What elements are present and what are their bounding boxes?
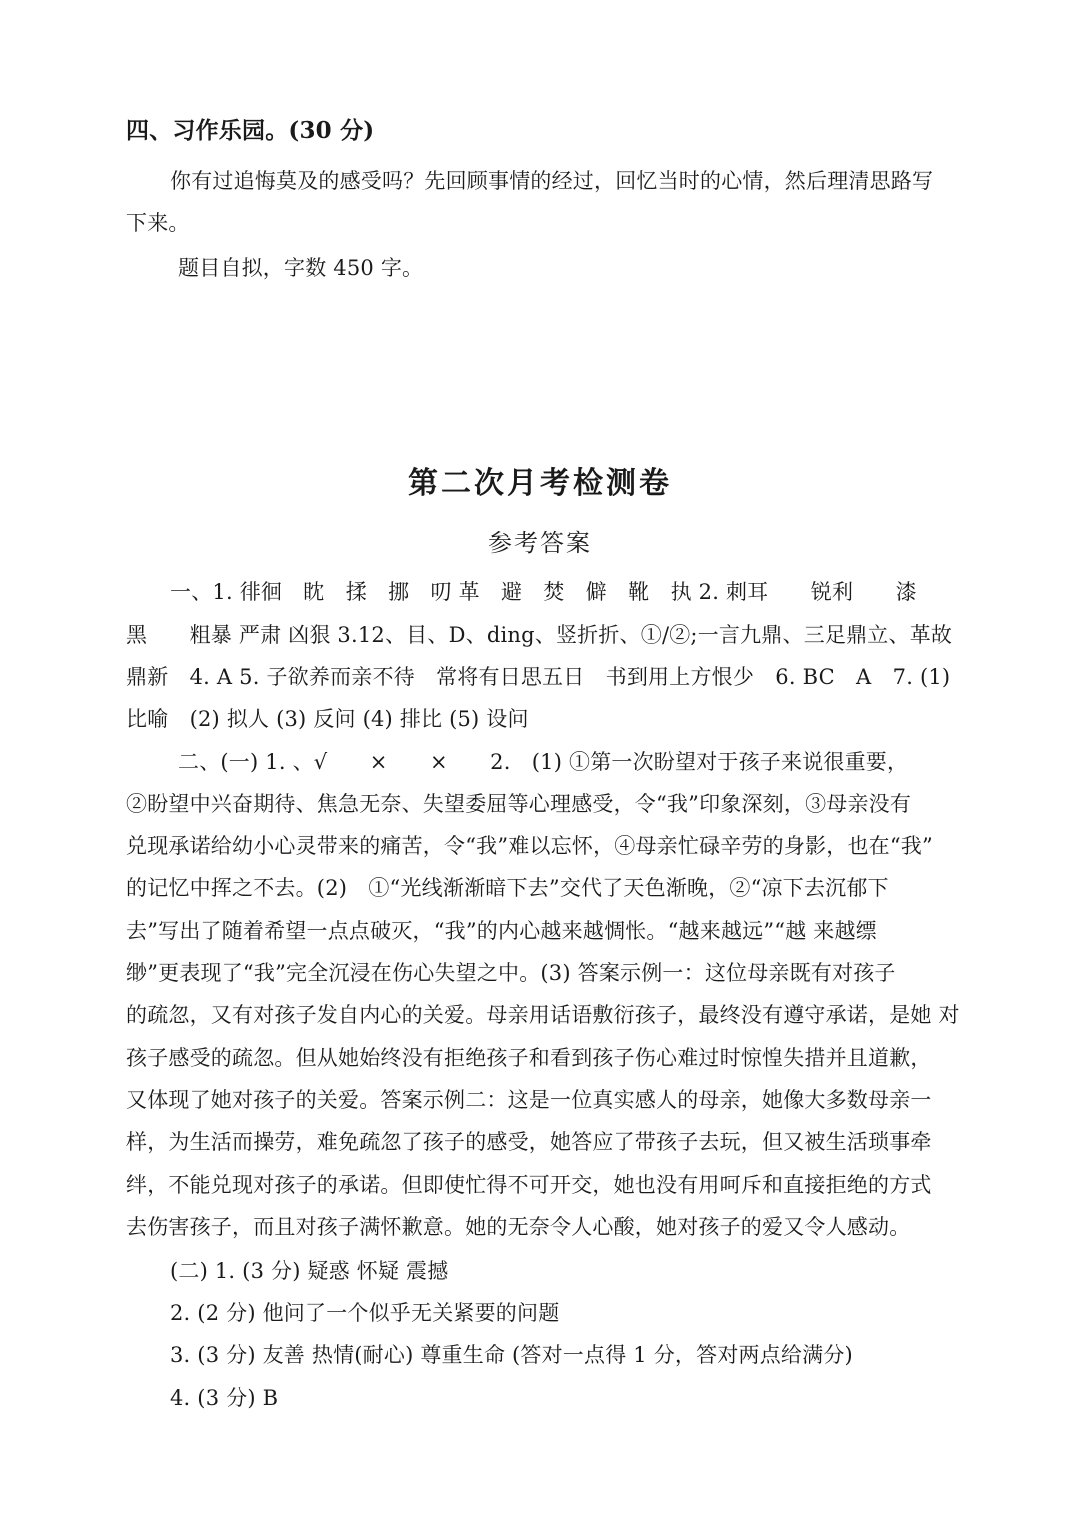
part2-line: 孩子感受的疏忽。但从她始终没有拒绝孩子和看到孩子伤心难过时惊惶失措并且道歉， — [126, 1046, 932, 1070]
part2b-line: 2. (2 分) 他问了一个似乎无关紧要的问题 — [170, 1301, 560, 1325]
part2-line: 去”写出了随着希望一点点破灭，“我”的内心越来越惆怅。“越来越远”“越 来越缥 — [126, 919, 877, 943]
part2-line: 的记忆中挥之不去。(2) ①“光线渐渐暗下去”交代了天色渐晚，②“凉下去沉郁下 — [126, 876, 889, 900]
part2-line: 绊，不能兑现对孩子的承诺。但即使忙得不可开交，她也没有用呵斥和直接拒绝的方式 — [126, 1173, 932, 1197]
part1-line: 黑 粗暴 严肃 凶狠 3.12、目、D、ding、竖折折、①/②;一言九鼎、三足鼎立、革故 — [126, 623, 953, 647]
answer-key-subtitle: 参考答案 — [488, 529, 592, 557]
answer-key-title: 第二次月考检测卷 — [408, 466, 672, 501]
part2-line: 兑现承诺给幼小心灵带来的痛苦，令“我”难以忘怀，④母亲忙碌辛劳的身影，也在“我” — [126, 834, 933, 858]
writing-requirement: 题目自拟，字数 450 字。 — [178, 256, 424, 280]
part2-line: 二、(一) 1. 、√ × × 2. (1) ①第一次盼望对于孩子来说很重要， — [178, 750, 909, 774]
part1-line: 比喻 (2) 拟人 (3) 反问 (4) 排比 (5) 设问 — [126, 707, 529, 731]
part2-line: 缈”更表现了“我”完全沉浸在伤心失望之中。(3) 答案示例一：这位母亲既有对孩子 — [126, 961, 896, 985]
part2-line: 的疏忽，又有对孩子发自内心的关爱。母亲用话语敷衍孩子，最终没有遵守承诺，是她 对 — [126, 1003, 960, 1027]
part1-line: 一、1. 徘徊 眈 揉 挪 叨 革 避 焚 僻 靴 执 2. 刺耳 锐利 漆 — [170, 580, 917, 604]
part2-line: 又体现了她对孩子的关爱。答案示例二：这是一位真实感人的母亲，她像大多数母亲一 — [126, 1088, 932, 1112]
writing-section-heading: 四、习作乐园。(30 分) — [126, 117, 375, 144]
part1-line: 鼎新 4. A 5. 子欲养而亲不待 常将有日思五日 书到用上方恨少 6. BC A 7. (1) — [126, 665, 951, 689]
part2b-line: 4. (3 分) B — [170, 1386, 279, 1410]
part2-line: ②盼望中兴奋期待、焦急无奈、失望委屈等心理感受，令“我”印象深刻，③母亲没有 — [126, 792, 912, 816]
writing-prompt-line-2: 下来。 — [126, 211, 190, 235]
part2b-line: (二) 1. (3 分) 疑惑 怀疑 震撼 — [170, 1259, 449, 1283]
part2-line: 去伤害孩子，而且对孩子满怀歉意。她的无奈令人心酸，她对孩子的爱又令人感动。 — [126, 1215, 911, 1239]
part2b-line: 3. (3 分) 友善 热情(耐心) 尊重生命 (答对一点得 1 分，答对两点给满分) — [170, 1343, 853, 1367]
part2-line: 样，为生活而操劳，难免疏忽了孩子的感受，她答应了带孩子去玩，但又被生活琐事牵 — [126, 1130, 932, 1154]
writing-prompt-line-1: 你有过追悔莫及的感受吗？先回顾事情的经过，回忆当时的心情，然后理清思路写 — [170, 169, 934, 193]
